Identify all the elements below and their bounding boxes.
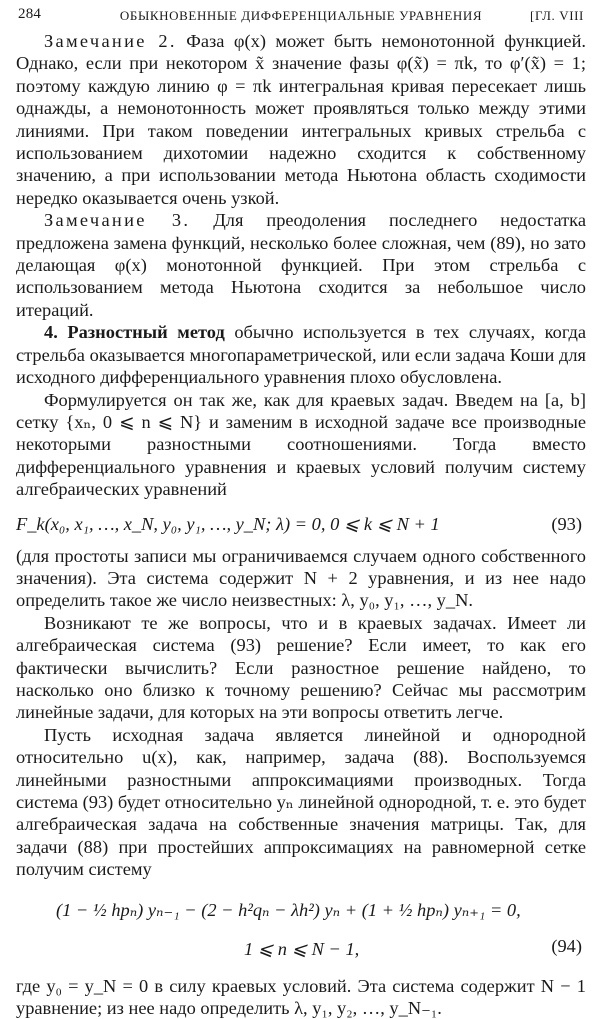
- paragraph-questions: Возникают те же вопросы, что и в краевых задачах. Имеет ли алгебраическая система (93) решение? Если имеет, то как его фактически вычислить? Если разностное решение найдено, то насколько оно близко к точному решению? Сейчас мы рассмотрим линейные задачи, для которых на эти вопросы ответить легче.: [16, 612, 586, 723]
- running-title: ОБЫКНОВЕННЫЕ ДИФФЕРЕНЦИАЛЬНЫЕ УРАВНЕНИЯ: [119, 8, 483, 23]
- chapter-mark: [ГЛ. VIII: [530, 8, 584, 23]
- page-body: [16, 30, 586, 1019]
- running-header: [16, 0, 586, 30]
- equation-93-number: (93): [551, 513, 582, 534]
- remark-3-text: Для преодоления последнего недостатка предложена замена функций, несколько более сложная, чем (89), но зато делающая φ(x) монотонной функцией. При этом стрельба с использованием метода Ньютона сходится за небольшое число итераций.: [16, 210, 587, 320]
- equation-93: [16, 509, 586, 539]
- paragraph-remark-2: [16, 30, 586, 209]
- paragraph-linear-case: Пусть исходная задача является линейной и однородной относительно u(x), как, например, задача (88). Воспользуемся линейными разностными аппроксимациями производных. Тогда система (93) будет относительно yₙ линейной однородной, т. е. это будет алгебраическая задача на собственные значения матрицы. Так, для задачи (88) при простейших аппроксимациях на равномерной сетке получим систему: [16, 724, 586, 880]
- paragraph-difference-method: [16, 321, 586, 388]
- equation-94-number: (94): [551, 935, 582, 956]
- remark-3-lead: Замечание 3.: [44, 210, 191, 231]
- equation-93-formula: F_k(x₀, x₁, …, x_N, y₀, y₁, …, y_N; λ) = 0, 0 ⩽ k ⩽ N + 1: [16, 513, 440, 534]
- page-number: 284: [18, 6, 42, 22]
- section-4-text: обычно используется в тех случаях, когда стрельба оказывается многопараметрической, или если задача Коши для исходного дифференциального уравнения плохо обусловлена.: [16, 322, 586, 388]
- equation-94-line-1: (1 − ½ hpₙ) yₙ₋₁ − (2 − h²qₙ − λh²) yₙ + (1 + ½ hpₙ) yₙ₊₁ = 0,: [56, 899, 521, 920]
- remark-2-lead: Замечание 2.: [44, 31, 177, 51]
- paragraph-boundary: где y₀ = y_N = 0 в силу краевых условий. Эта система содержит N − 1 уравнение; из нее надо определить λ, y₁, y₂, …, y_N₋₁.: [16, 975, 586, 1019]
- paragraph-remark-3: [16, 209, 586, 321]
- paragraph-formulation: Формулируется он так же, как для краевых задач. Введем на [a, b] сетку {xₙ, 0 ⩽ n ⩽ N} и заменим в исходной задаче все производные некоторыми разностными соотношениями. Тогда вместо дифференциального уравнения и краевых условий получим систему алгебраических уравнений: [16, 389, 586, 500]
- equation-94-line-2: 1 ⩽ n ⩽ N − 1,: [244, 938, 360, 959]
- paragraph-system-size: (для простоты записи мы ограничиваемся случаем одного собственного значения). Эта система содержит N + 2 уравнения, и из нее надо определить такое же число неизвестных: λ, y₀, y₁, …, y_N.: [16, 545, 586, 611]
- equation-94: [16, 887, 586, 971]
- section-4-heading: 4. Разностный метод: [44, 322, 225, 343]
- remark-2-text: Фаза φ(x) может быть немонотонной функцией. Однако, если при некотором x̃ значение фазы φ(x̃) = πk, то φ′(x̃) = 1; поэтому каждую линию φ = πk интегральная кривая пересекает лишь однажды, а немонотонность может проявляться только между этими линиями. При таком поведении интегральных кривых стрельба с использованием дихотомии надежно сходится к собственному значению, а при использовании метода Ньютона область сходимости нередко оказывается очень узкой.: [16, 31, 587, 208]
